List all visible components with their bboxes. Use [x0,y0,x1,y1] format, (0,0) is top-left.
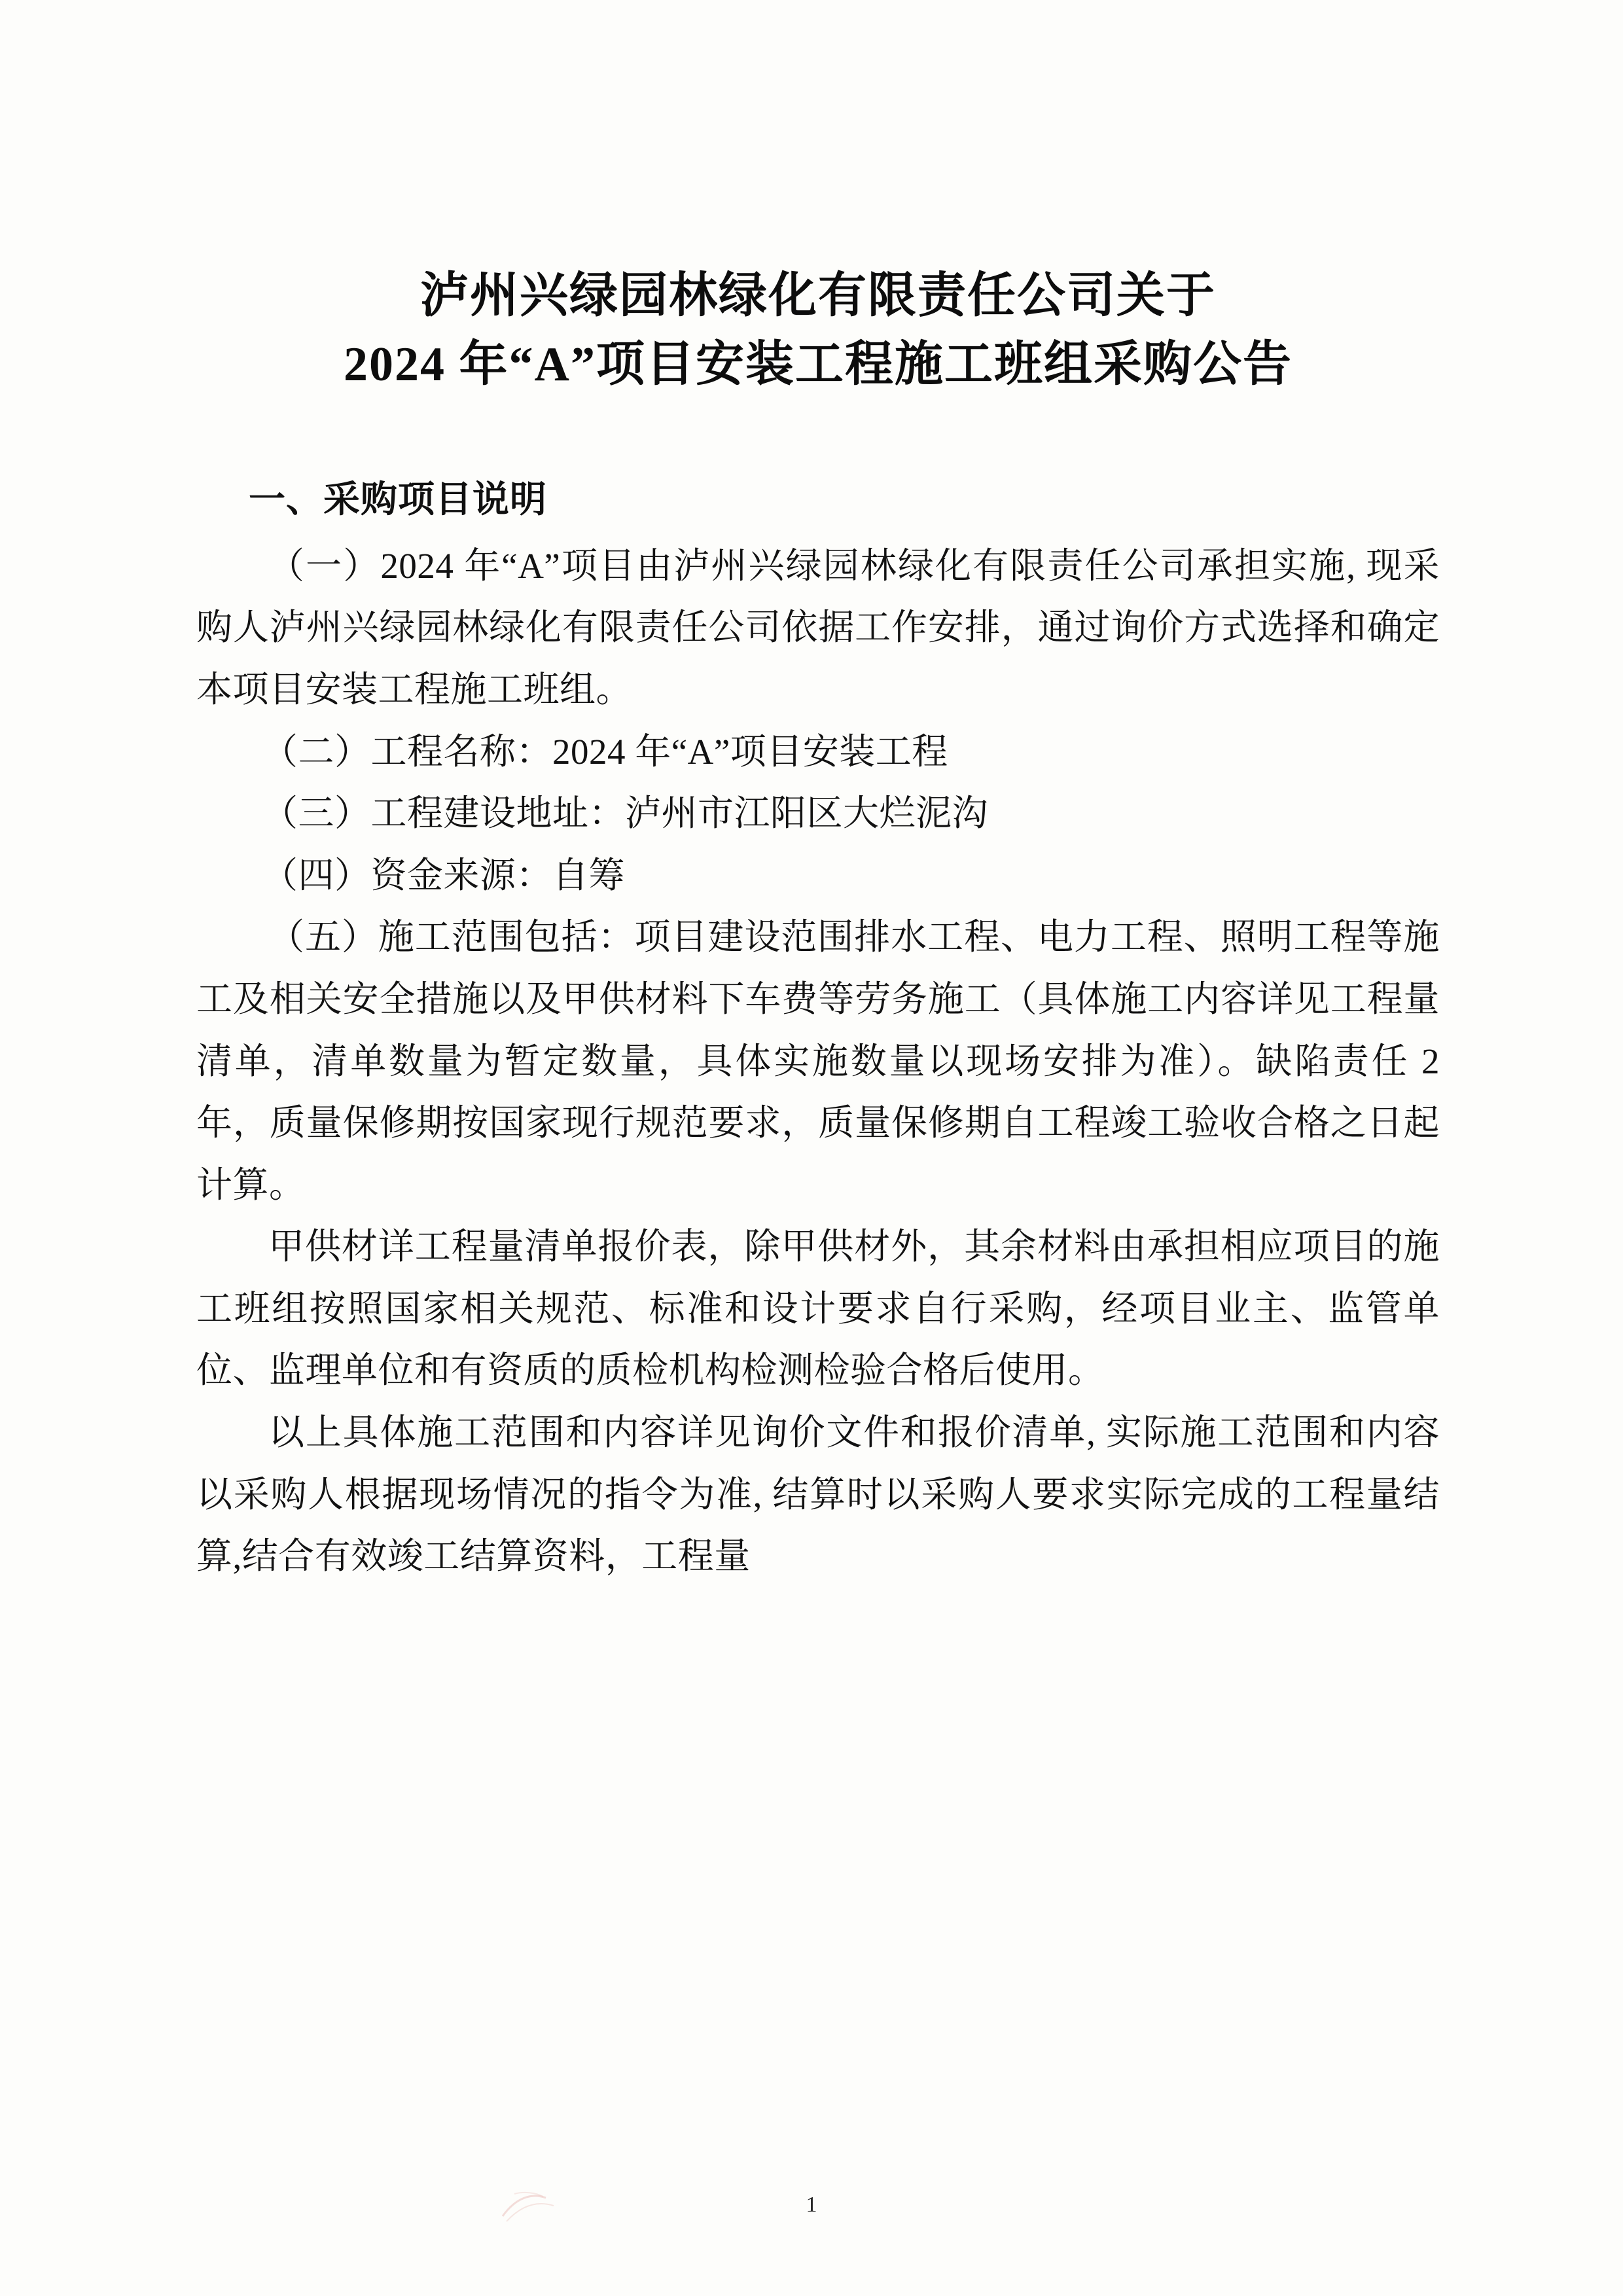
paragraph-6: 甲供材详工程量清单报价表，除甲供材外，其余材料由承担相应项目的施工班组按照国家相关规范、标准和设计要求自行采购，经项目业主、监管单位、监理单位和有资质的质检机构检测检验合格后使用。 [196,1227,1440,1391]
paragraph-1: （一）2024 年“A”项目由泸州兴绿园林绿化有限责任公司承担实施, 现采购人泸州兴绿园林绿化有限责任公司依据工作安排，通过询价方式选择和确定本项目安装工程施工班组。 [196,545,1440,709]
page-title [196,262,1440,399]
paragraph-5: （五）施工范围包括：项目建设范围排水工程、电力工程、照明工程等施工及相关安全措施以及甲供材料下车费等劳务施工（具体施工内容详见工程量清单，清单数量为暂定数量，具体实施数量以现场安排为准）。缺陷责任 2 年，质量保修期按国家现行规范要求，质量保修期自工程竣工验收合格之日起计算。 [196,917,1440,1205]
title-line-2: 2024 年“A”项目安装工程施工班组采购公告 [344,338,1293,392]
page-number: 1 [806,2193,817,2217]
paragraph-7: 以上具体施工范围和内容详见询价文件和报价清单, 实际施工范围和内容以采购人根据现场情况的指令为准, 结算时以采购人要求实际完成的工程量结算,结合有效竣工结算资料，工程量 [196,1412,1440,1577]
paragraph-4: （四）资金来源：自筹 [262,855,626,895]
title-line-1: 泸州兴绿园林绿化有限责任公司关于 [420,269,1216,323]
section-heading-1: 一、采购项目说明 [249,478,547,520]
paragraph-3: （三）工程建设地址：泸州市江阳区大烂泥沟 [262,793,989,834]
paragraph-2: （二）工程名称：2024 年“A”项目安装工程 [262,731,948,772]
document-content [196,262,1440,1588]
